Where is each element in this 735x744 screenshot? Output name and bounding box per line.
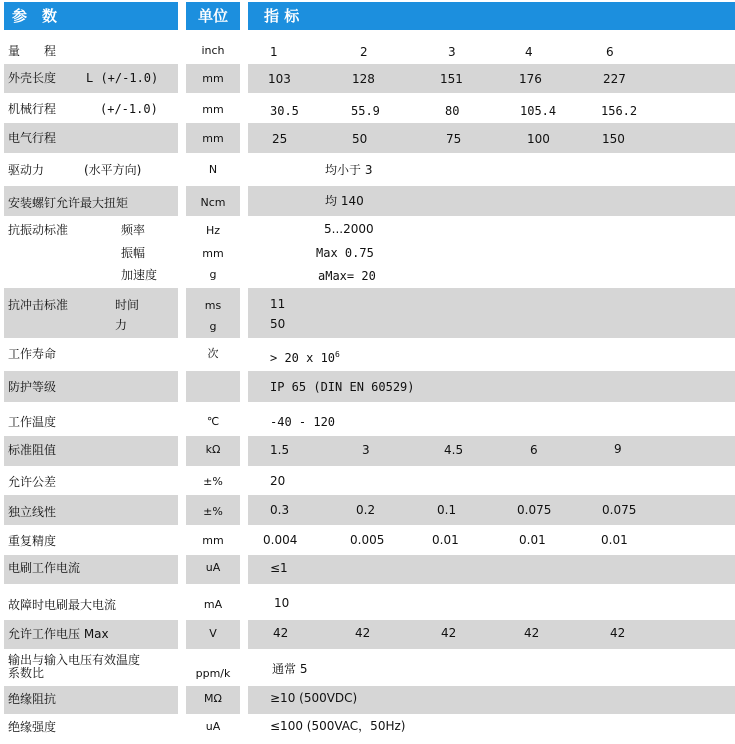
shell-v4: 176	[519, 72, 542, 86]
life-value-exponent: 6	[335, 350, 340, 359]
mech-v1: 30.5	[270, 104, 299, 118]
unit-mech: mm	[202, 103, 224, 116]
unit-voltage: V	[209, 627, 217, 640]
row-linearity	[0, 495, 735, 525]
cell-bg	[248, 495, 735, 525]
cell-bg	[4, 288, 178, 338]
header-param-label: 参 数	[12, 7, 58, 25]
res-v5: 9	[614, 442, 622, 456]
rep-v1: 0.004	[263, 533, 298, 547]
elec-v4: 100	[527, 132, 550, 146]
label-drive: 驱动力	[8, 163, 45, 177]
drive-value: 均小于 3	[325, 163, 373, 177]
unit-temp: ℃	[206, 415, 220, 428]
unit-insulation: MΩ	[204, 692, 222, 705]
shell-v5: 227	[603, 72, 626, 86]
header-unit-label: 单位	[197, 7, 228, 25]
sub-shock-time: 时间	[115, 298, 140, 312]
unit-temp-coefficient: ppm/k	[195, 667, 231, 680]
dielectric-strength-value: ≤100 (500VAC，50Hz)	[270, 719, 406, 733]
header-spec	[248, 2, 735, 30]
lin-v5: 0.075	[602, 503, 637, 517]
insulation-value: ≥10 (500VDC)	[270, 691, 358, 705]
label-fault-current: 故障时电刷最大电流	[8, 598, 117, 612]
volt-v3: 42	[441, 626, 457, 640]
label-temp: 工作温度	[8, 415, 57, 429]
vib-amp-value: Max 0.75	[316, 246, 374, 260]
cell-bg	[248, 620, 735, 649]
sub-vib-amp: 振幅	[121, 246, 146, 260]
shock-force-value: 50	[270, 317, 286, 331]
lin-v4: 0.075	[517, 503, 552, 517]
range-v5: 6	[606, 45, 614, 59]
label-brush-current: 电刷工作电流	[8, 561, 81, 575]
row-insulation	[0, 686, 735, 714]
cell-bg	[248, 123, 735, 153]
sub-shock-force: 力	[115, 318, 128, 332]
vib-freq-value: 5...2000	[324, 222, 374, 236]
unit-dielectric-strength: uA	[205, 720, 221, 733]
row-voltage	[0, 620, 735, 649]
range-v4: 4	[525, 45, 533, 59]
row-temp	[0, 402, 735, 436]
label-resistance: 标准阻值	[8, 443, 57, 457]
cell-bg	[186, 371, 240, 402]
label-shell: 外壳长度	[8, 71, 57, 85]
life-value	[270, 347, 340, 366]
label-shock: 抗冲击标准	[8, 298, 69, 312]
row-repeatability	[0, 525, 735, 555]
life-value-base: > 20 x 10	[270, 351, 336, 365]
range-v2: 2	[360, 45, 368, 59]
unit-fault-current: mA	[203, 598, 223, 611]
cell-bg	[248, 64, 735, 93]
mech-v2: 55.9	[351, 104, 380, 118]
row-vibration	[0, 216, 735, 288]
unit-vib-amp: mm	[202, 247, 224, 260]
fault-current-value: 10	[274, 596, 290, 610]
range-v3: 3	[448, 45, 456, 59]
row-protect	[0, 371, 735, 402]
unit-vib-freq: Hz	[205, 224, 221, 237]
brush-current-value: ≤1	[270, 561, 288, 575]
row-shell	[0, 64, 735, 93]
unit-resistance: kΩ	[205, 443, 221, 456]
row-torque	[0, 186, 735, 216]
unit-linearity: ±%	[203, 505, 223, 518]
cell-bg	[248, 555, 735, 584]
label-insulation: 绝缘阻抗	[8, 692, 57, 706]
volt-v2: 42	[355, 626, 371, 640]
row-shock	[0, 288, 735, 338]
mech-v4: 105.4	[520, 104, 557, 118]
res-v2: 3	[362, 443, 370, 457]
unit-life: 次	[207, 347, 219, 360]
tol-mech: (+/-1.0)	[100, 102, 158, 116]
row-dielectric-strength	[0, 714, 735, 744]
unit-vib-acc: g	[209, 268, 217, 281]
label-life: 工作寿命	[8, 347, 57, 361]
lin-v3: 0.1	[437, 503, 457, 517]
shell-v1: 103	[268, 72, 291, 86]
range-v1: 1	[270, 45, 278, 59]
header-param	[4, 2, 178, 30]
volt-v1: 42	[273, 626, 289, 640]
tol-shell: L (+/-1.0)	[86, 71, 159, 85]
elec-v5: 150	[602, 132, 625, 146]
unit-range: inch	[201, 44, 225, 57]
label-torque: 安装螺钉允许最大扭矩	[8, 196, 129, 210]
cell-bg	[248, 288, 735, 338]
sub-vib-acc: 加速度	[121, 268, 158, 282]
label-repeatability: 重复精度	[8, 534, 57, 548]
res-v1: 1.5	[270, 443, 290, 457]
unit-shock-force: g	[209, 320, 217, 333]
sub-drive: (水平方向)	[84, 163, 142, 177]
row-resistance	[0, 436, 735, 466]
row-fault-current	[0, 584, 735, 620]
label-voltage: 允许工作电压 Max	[8, 627, 109, 641]
elec-v3: 75	[446, 132, 462, 146]
unit-shell: mm	[202, 72, 224, 85]
rep-v3: 0.01	[432, 533, 459, 547]
row-tolerance	[0, 466, 735, 495]
row-life	[0, 338, 735, 371]
volt-v5: 42	[610, 626, 626, 640]
label-mech: 机械行程	[8, 102, 57, 116]
row-range	[0, 36, 735, 64]
volt-v4: 42	[524, 626, 540, 640]
label-elec: 电气行程	[8, 131, 57, 145]
protect-value: IP 65 (DIN EN 60529)	[270, 380, 415, 394]
sub-vib-freq: 频率	[121, 223, 146, 237]
unit-brush-current: uA	[205, 561, 221, 574]
label-temp-coefficient-line1: 输出与输入电压有效温度	[8, 653, 141, 667]
unit-shock-time: ms	[204, 299, 222, 312]
elec-v1: 25	[272, 132, 288, 146]
res-v3: 4.5	[444, 443, 464, 457]
temp-value: -40 - 120	[270, 415, 336, 429]
unit-elec: mm	[202, 132, 224, 145]
shell-v3: 151	[440, 72, 463, 86]
temp-coefficient-value: 通常 5	[272, 662, 308, 676]
shock-time-value: 11	[270, 297, 286, 311]
rep-v2: 0.005	[350, 533, 385, 547]
cell-bg	[248, 436, 735, 466]
mech-v5: 156.2	[601, 104, 638, 118]
cell-bg	[248, 186, 735, 216]
rep-v4: 0.01	[519, 533, 546, 547]
header-unit	[186, 2, 240, 30]
row-mech	[0, 93, 735, 123]
unit-drive: N	[208, 163, 218, 176]
unit-repeatability: mm	[202, 534, 224, 547]
elec-v2: 50	[352, 132, 368, 146]
vib-acc-value: aMax= 20	[318, 269, 376, 283]
row-drive	[0, 153, 735, 186]
lin-v2: 0.2	[356, 503, 376, 517]
tolerance-value: 20	[270, 474, 286, 488]
unit-torque: Ncm	[200, 196, 226, 209]
res-v4: 6	[530, 443, 538, 457]
label-dielectric-strength: 绝缘强度	[8, 720, 57, 734]
label-protect: 防护等级	[8, 380, 57, 394]
header-spec-label: 指 标	[264, 7, 300, 25]
row-temp-coefficient	[0, 649, 735, 686]
row-elec	[0, 123, 735, 153]
label-range: 量 程	[8, 44, 57, 58]
label-vibration: 抗振动标准	[8, 223, 69, 237]
row-brush-current	[0, 555, 735, 584]
mech-v3: 80	[445, 104, 460, 118]
lin-v1: 0.3	[270, 503, 290, 517]
rep-v5: 0.01	[601, 533, 628, 547]
torque-value: 均 140	[325, 194, 364, 208]
label-linearity: 独立线性	[8, 505, 57, 519]
shell-v2: 128	[352, 72, 375, 86]
unit-tolerance: ±%	[203, 475, 223, 488]
label-tolerance: 允许公差	[8, 475, 57, 489]
label-temp-coefficient-line2: 系数比	[8, 666, 45, 680]
